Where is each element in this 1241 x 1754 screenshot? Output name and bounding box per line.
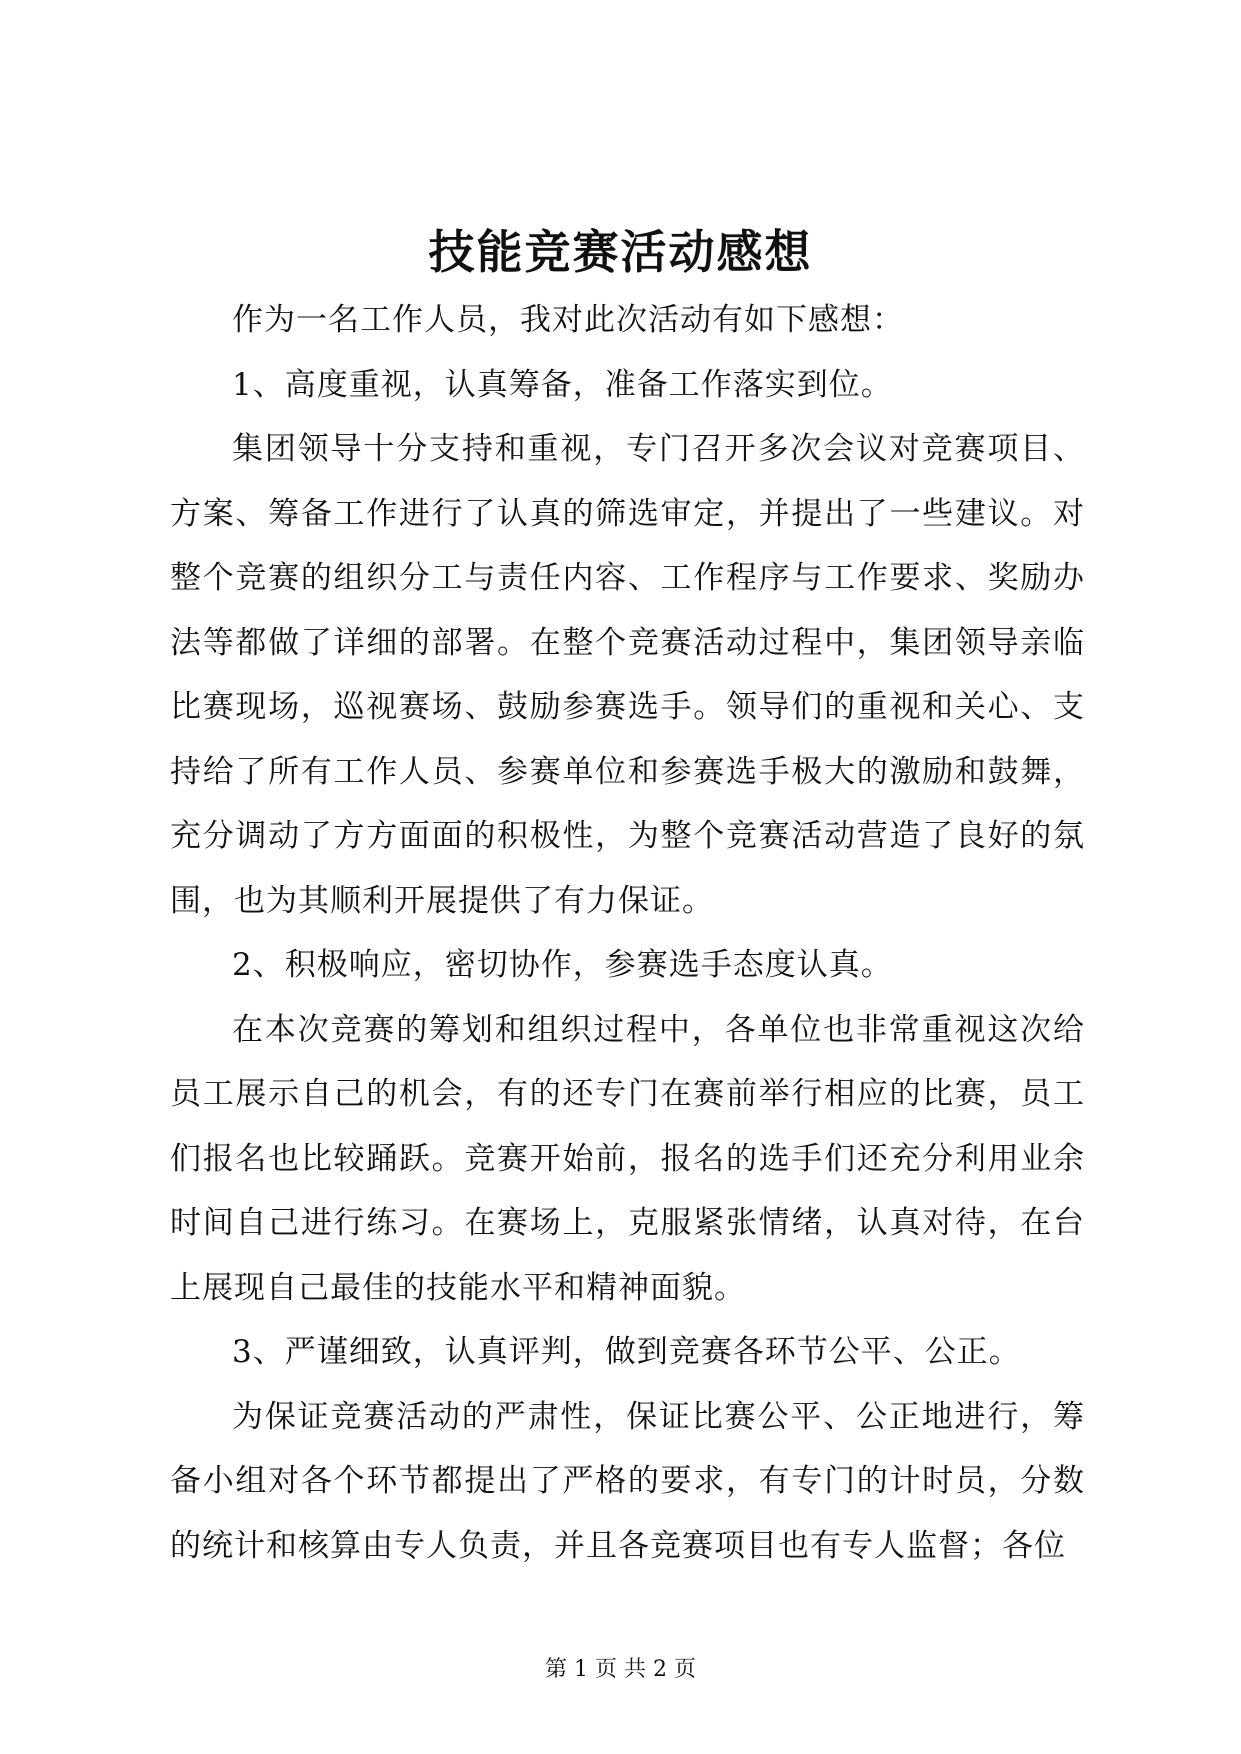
heading-point-1: 1、高度重视，认真筹备，准备工作落实到位。: [232, 366, 893, 403]
heading-point-2: 2、积极响应，密切协作，参赛选手态度认真。: [232, 947, 893, 983]
paragraph-point-2: 在本次竞赛的筹划和组织过程中，各单位也非常重视这次给员工展示自己的机会，有的还专门在赛前举行相应的比赛，员工们报名也比较踊跃。竞赛开始前，报名的选手们还充分利用业余时间自己进行练习。在赛场上，克服紧张情绪，认真对待，在台上展现自己最佳的技能水平和精神面貌。: [170, 1011, 1085, 1306]
page-number-footer: 第 1 页 共 2 页: [545, 1657, 696, 1682]
paragraph-point-3: 为保证竞赛活动的严肃性，保证比赛公平、公正地进行，筹备小组对各个环节都提出了严格的要求，有专门的计时员，分数的统计和核算由专人负责，并且各竞赛项目也有专人监督；各位: [170, 1398, 1085, 1564]
heading-point-3: 3、严谨细致，认真评判，做到竞赛各环节公平、公正。: [232, 1334, 1021, 1370]
paragraph-point-1: 集团领导十分支持和重视，专门召开多次会议对竞赛项目、方案、筹备工作进行了认真的筛选审定，并提出了一些建议。对整个竞赛的组织分工与责任内容、工作程序与工作要求、奖励办法等都做了详细的部署。在整个竞赛活动过程中，集团领导亲临比赛现场，巡视赛场、鼓励参赛选手。领导们的重视和关心、支持给了所有工作人员、参赛单位和参赛选手极大的激励和鼓舞，充分调动了方方面面的积极性，为整个竞赛活动营造了良好的氛围，也为其顺利开展提供了有力保证。: [170, 431, 1085, 919]
document-title: 技能竞赛活动感想: [428, 225, 813, 279]
document-body: [170, 288, 1085, 1578]
paragraph-intro: 作为一名工作人员，我对此次活动有如下感想：: [232, 302, 904, 338]
